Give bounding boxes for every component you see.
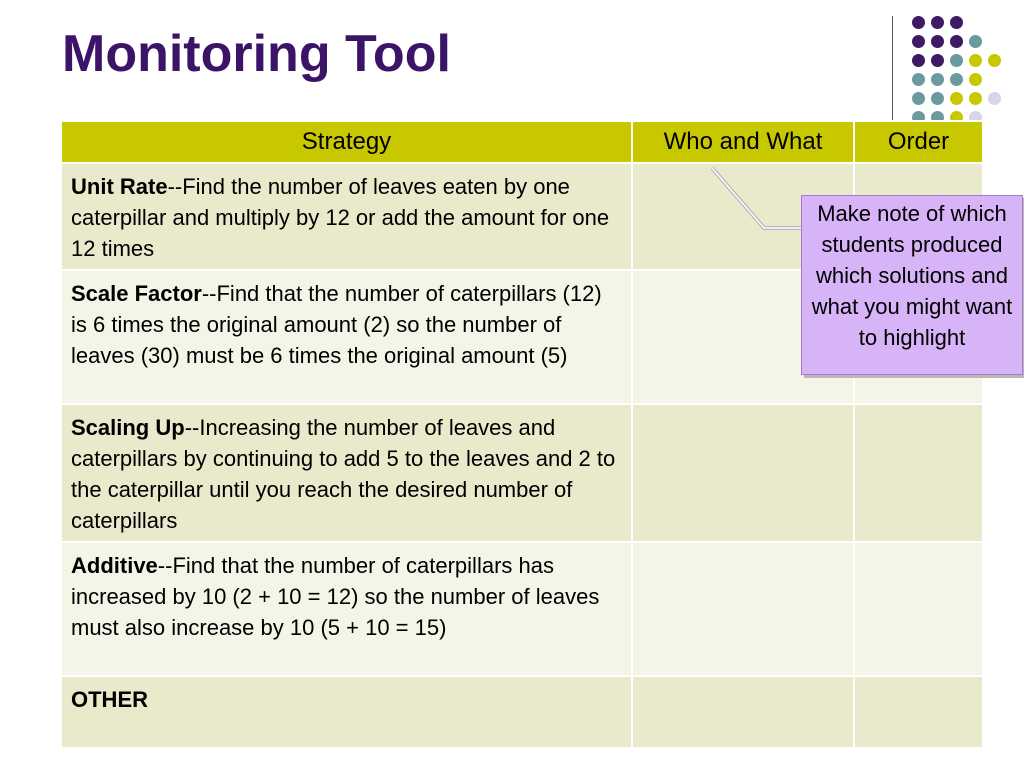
dot	[950, 54, 963, 67]
strategy-description: --Find the number of leaves eaten by one caterpillar and multiply by 12 or add the amount for one 12 times	[71, 174, 610, 261]
table-header-row	[61, 121, 983, 163]
slide-title: Monitoring Tool	[62, 25, 451, 83]
strategy-description: --Find that the number of caterpillars has increased by 10 (2 + 10 = 12) so the number of leaves must also increase by 10 (5 + 10 = 15)	[71, 553, 600, 640]
strategy-name: Additive	[71, 553, 158, 578]
dot	[912, 54, 925, 67]
strategy-cell	[61, 404, 632, 542]
dot	[912, 73, 925, 86]
header-strategy: Strategy	[61, 121, 632, 163]
table-row	[61, 404, 983, 542]
strategy-name: Scale Factor	[71, 281, 202, 306]
strategy-cell	[61, 270, 632, 404]
dot	[969, 35, 982, 48]
dot	[931, 16, 944, 29]
header-who-and-what: Who and What	[632, 121, 854, 163]
order-cell[interactable]	[854, 542, 983, 676]
dot	[988, 54, 1001, 67]
dot	[950, 92, 963, 105]
dot	[931, 92, 944, 105]
strategy-cell	[61, 542, 632, 676]
strategy-description: --Increasing the number of leaves and caterpillars by continuing to add 5 to the leaves and 2 to the caterpillar until you reach the desired number of caterpillars	[71, 415, 616, 533]
dot	[931, 35, 944, 48]
divider-line	[892, 16, 893, 124]
dot	[969, 92, 982, 105]
header-order: Order	[854, 121, 983, 163]
strategy-cell	[61, 676, 632, 748]
dot	[912, 35, 925, 48]
table-row	[61, 676, 983, 748]
strategy-name: Unit Rate	[71, 174, 168, 199]
dot	[912, 16, 925, 29]
strategy-cell	[61, 163, 632, 270]
dot	[950, 73, 963, 86]
strategy-name: OTHER	[71, 687, 148, 712]
who-what-cell[interactable]	[632, 676, 854, 748]
dot	[950, 35, 963, 48]
dot	[912, 92, 925, 105]
dot	[988, 92, 1001, 105]
table-row	[61, 542, 983, 676]
dot	[969, 54, 982, 67]
who-what-cell[interactable]	[632, 404, 854, 542]
strategy-description: --Find that the number of caterpillars (12) is 6 times the original amount (2) so the number of leaves (30) must be 6 times the original amount (5)	[71, 281, 602, 368]
callout-pointer	[700, 160, 810, 240]
strategy-name: Scaling Up	[71, 415, 185, 440]
callout-note: Make note of which students produced which solutions and what you might want to highlight	[801, 195, 1023, 375]
order-cell[interactable]	[854, 676, 983, 748]
order-cell[interactable]	[854, 404, 983, 542]
dot	[969, 73, 982, 86]
dot	[931, 73, 944, 86]
dot	[950, 16, 963, 29]
dot	[931, 54, 944, 67]
who-what-cell[interactable]	[632, 542, 854, 676]
